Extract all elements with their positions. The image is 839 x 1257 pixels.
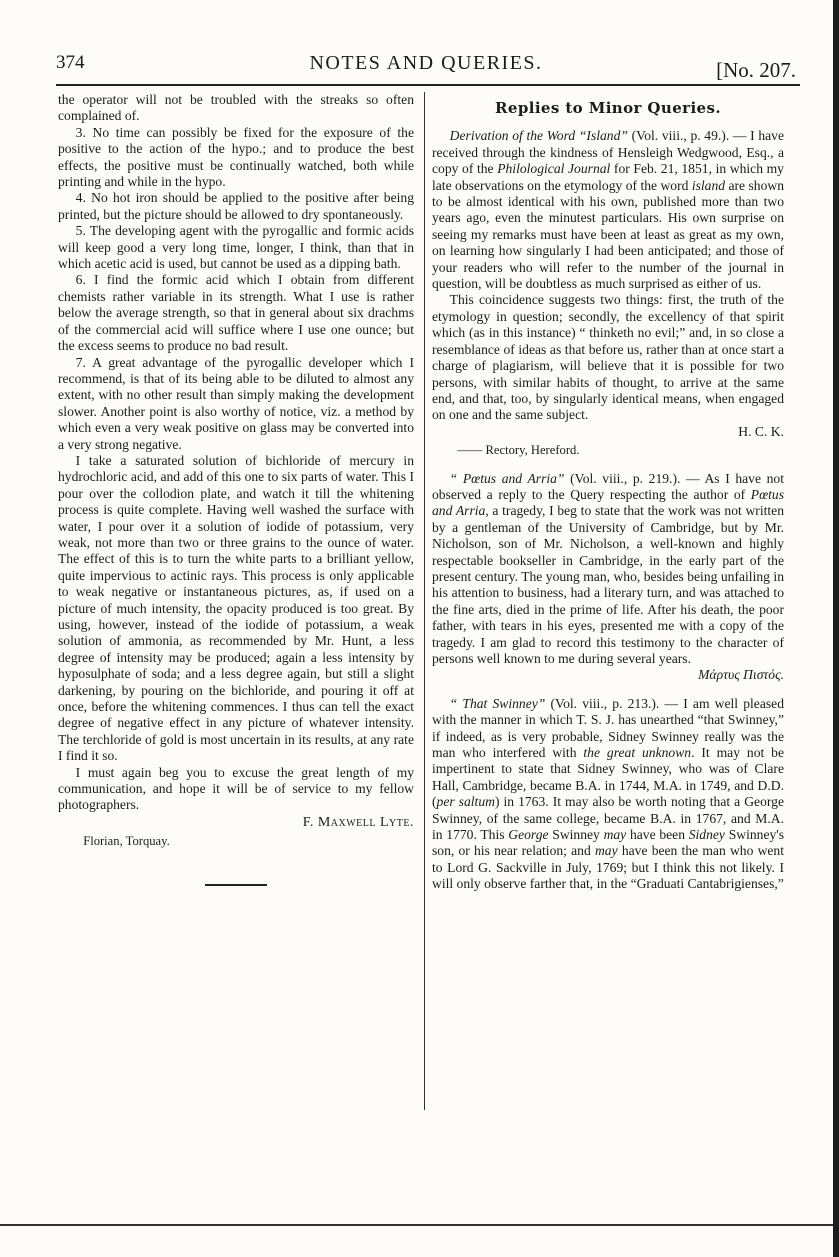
paragraph: I must again beg you to excuse the great length of my communication, and hope it will be of service to my fellow photographers. (58, 764, 414, 813)
end-rule (205, 884, 267, 886)
spacer (432, 684, 784, 696)
page-header (56, 48, 796, 84)
text: As I have not observed a reply to the Query respecting the author of (432, 470, 784, 502)
signature (432, 667, 784, 683)
article-title: “ That Swinney” (449, 695, 546, 711)
text: are shown to be almost identical with his own, published more than two years ago, even the minutest particulars. His own surprise on seeing my remarks must have been at least as great as my own, on learning how singularly I had been anticipated; and those of your readers who will refer to the number of the journal in question, will be doubtless as much surprised as either of us. (432, 177, 784, 292)
issue-number: [No. 207. (716, 58, 796, 82)
bottom-scan-edge (0, 1184, 839, 1226)
article-island (432, 128, 784, 292)
article-ref: (Vol. viii., p. 219.). — (564, 470, 705, 486)
paragraph: 5. The developing agent with the pyrogallic and formic acids will keep good a very long time, longer, I think, than that in which acetic acid is used, but cannot be used as a dipping bath. (58, 223, 414, 272)
emphasis: may (603, 827, 627, 843)
article-paetus (432, 471, 784, 668)
phrase: the great unknown (583, 745, 692, 761)
article-title: Derivation of the Word “Island” (449, 128, 628, 144)
text: Swinney (548, 827, 604, 843)
page-number: 374 (56, 52, 85, 73)
place-line: Florian, Torquay. (83, 834, 170, 849)
name: Sidney (688, 827, 725, 843)
article-ref: (Vol. viii., p. 49.). — (627, 128, 751, 144)
right-column (432, 92, 784, 893)
word-island: island (691, 177, 726, 193)
text: I have received through the kindness of Hensleigh Wedgwood, Esq., a copy of the (432, 128, 784, 177)
signature (58, 814, 414, 831)
paragraph: 4. No hot iron should be applied to the positive after being printed, but the picture should be allowed to dry spontaneously. (58, 190, 414, 222)
section-heading: Replies to Minor Queries. (495, 99, 721, 117)
paragraph: 3. No time can possibly be fixed for the exposure of the positive to the action of the hypo.; and to produce the best effects, the positive must be continually watched, both while printing and while in the hypo. (58, 124, 414, 190)
paragraph: 7. A great advantage of the pyrogallic developer which I recommend, is that of its being able to be diluted to almost any extent, with no other result than simply making the development slower. Another point is also worthy of notice, viz. a method by which even a very weak positive on glass may be converted into a very strong negative. (58, 354, 414, 452)
latin-phrase: per saltum (436, 794, 495, 810)
running-title: NOTES AND QUERIES. (309, 52, 543, 74)
header-rule (56, 84, 800, 86)
text: . It may not be impertinent to state that Sidney Swinney, who was of Clare Hall, Cambridge, became B.A. in 1744, M.A. in 1749, and D.D. ( (432, 745, 784, 810)
text: have been (626, 827, 689, 843)
article-title: “ Pœtus and Arria” (449, 470, 565, 486)
paragraph: the operator will not be troubled with the streaks so often complained of. (58, 92, 414, 124)
text: have been the man who went to Lord G. Sackville in July, 1769; but I think this not likely. I will only observe farther that, in the “Graduati Cantabrigienses,” (432, 843, 784, 892)
text: for Feb. 21, 1851, in which my late observations on the etymology of the word (432, 161, 784, 193)
right-scan-edge (833, 0, 839, 1257)
paragraph: I take a saturated solution of bichloride of mercury in hydrochloric acid, and add of this one to six parts of water. This I pour over the collodion plate, and watch it till the whitening process is quite complete. Having well washed the surface with water, I pour over it a solution of iodide of potassium, very weak, not more than two or three grains to the ounce of water. The effect of this is to turn the white parts to a brilliant yellow, quite impervious to actinic rays. This process is only applicable to weak negative or instantaneous pictures, as, if used on a picture of much intensity, the opacity produced is too great. By using, however, instead of the iodide of potassium, a weak solution of ammonia, as recommended by Mr. Hunt, a less degree of intensity may be produced; again a less intensity by hyposulphate of soda; and a less degree again, but still a slight darkening, by pouring on the bichloride, and pouring it off at once, before the whitening commences. I thus can tell the exact degree of negative effect in any picture of whatever intensity. The terchloride of gold is most uncertain in its results, at any rate I find it so. (58, 452, 414, 764)
left-column (58, 92, 414, 886)
work-title: Pœtus and Arria (432, 486, 784, 519)
journal-name: Philological Journal (497, 161, 611, 177)
signature-name: F. Maxwell Lyte. (302, 814, 414, 830)
signature-greek: Μάρτυς Πιστός. (698, 667, 784, 683)
column-divider (424, 92, 425, 1110)
article-ref: (Vol. viii., p. 213.). — (545, 695, 684, 711)
text: I am well pleased with the manner in which T. S. J. has unearthed “that Swinney,” if indeed, as is very probable, Sidney Swinney really was the man who interfered with (432, 695, 784, 761)
text: ) in 1763. It may also be worth noting that a George Swinney, of the same college, became B.A. in 1767, and M.A. in 1770. This (432, 794, 784, 843)
text: Swinney's son, or his near relation; and (432, 827, 785, 859)
paragraph: This coincidence suggests two things: first, the truth of the etymology in question; secondly, the excellency of that spirit which (as in this instance) “ thinketh no evil;” and, in so close a resemblance of ideas as that before us, rather than at once start a charge of plagiarism, will believe that it is possible for two persons, with similar habits of thought, to arrive at the same end, and that, too, by singularly identical means, when engaged on one and the same subject. (432, 292, 784, 423)
place-line: —— Rectory, Hereford. (457, 443, 580, 458)
signature: H. C. K. (738, 423, 784, 439)
text: , a tragedy, I beg to state that the work was not written by a gentleman of the University of Cambridge, but by Mr. Nicholson, son of Mr. Nicholson, a well-known and highly respectable bookseller in Cambridge, in the early part of the present century. The young man, who, besides being unfailing in his attention to business, had a literary turn, and was attached to the fine arts, died in the prime of life. After his death, the poor father, with tears in his eyes, presented me with a copy of the tragedy. I am glad to record this testimony to the character of persons well known to me during several years. (432, 503, 784, 666)
paragraph: 6. I find the formic acid which I obtain from different chemists rather variable in its strength. What I use is rather below the average strength, so that in general about six drachms of the commercial acid will suffice where I use one ounce; but the excess seems to produce no bad result. (58, 272, 414, 354)
spacer (432, 459, 784, 471)
emphasis: may (594, 843, 618, 859)
article-swinney (432, 696, 784, 893)
name: George (508, 827, 549, 843)
